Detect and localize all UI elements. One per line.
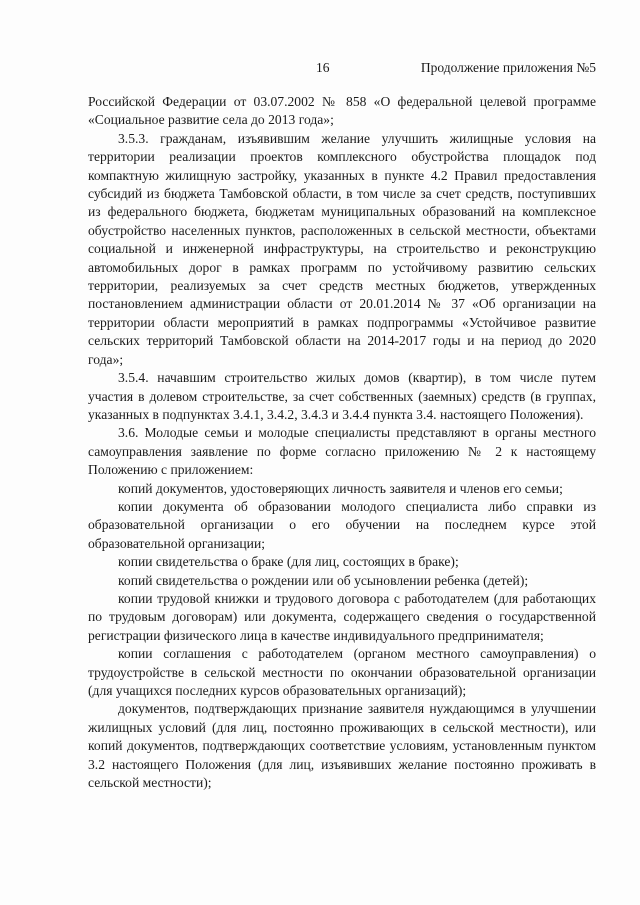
paragraph-3-5-3: 3.5.3. гражданам, изъявившим желание улучшить жилищные условия на территории реализации проектов комплексного обустройства площадок под компактную жилищную застройку, указанных в пункте 4.2 Правил предоставления субсидий из бюджета Тамбовской области, в том числе за счет средств, поступивших из федерального бюджета, бюджетам муниципальных образований на комплексное обустройство населенных пунктов, расположенных в сельской местности, объектами социальной и инженерной инфраструктуры, на строительство и реконструкцию автомобильных дорог в рамках программ по устойчивому развитию сельских территории, реализуемых за счет средств местных бюджетов, утвержденных постановлением администрации области от 20.01.2014 № 37 «Об организации на территории области мероприятий в рамках подпрограммы «Устойчивое развитие сельских территорий Тамбовской области на 2014-2017 годы и на период до 2020 года»;	[88, 130, 596, 367]
page-number: 16	[316, 60, 330, 75]
list-item-employer-agreement: копии соглашения с работодателем (органом местного самоуправления) о трудоустройстве в сельской местности по окончании образовательной организации (для учащихся последних курсов образовательных организаций);	[88, 646, 596, 698]
list-item-marriage-certificate: копии свидетельства о браке (для лиц, состоящих в браке);	[118, 554, 459, 570]
paragraph-3-5-4: 3.5.4. начавшим строительство жилых домов (квартир), в том числе путем участия в долевом строительстве, за счет собственных (заемных) средств (в группах, указанных в подпунктах 3.4.1, 3.4.2, 3.4.3 и 3.4.4 пункта 3.4. настоящего Положения).	[88, 370, 596, 422]
list-item-birth-certificate: копий свидетельства о рождении или об усыновлении ребенка (детей);	[118, 572, 529, 588]
paragraph-intro-continuation: Российской Федерации от 03.07.2002 № 858 «О федеральной целевой программе «Социальное развитие села до 2013 года»;	[88, 94, 596, 128]
list-item-employment-documents: копии трудовой книжки и трудового договора с работодателем (для работающих по трудовым договорам) или документа, содержащего сведения о государственной регистрации физического лица в качестве индивидуального предпринимателя;	[88, 590, 596, 643]
list-item-housing-need-documents: документов, подтверждающих признание заявителя нуждающимся в улучшении жилищных условий (для лиц, постоянно проживающих в сельской местности), или копий документов, подтверждающих соответствие условиям, установленным пунктом 3.2 настоящего Положения (для лиц, изъявивших желание постоянно проживать в сельской местности);	[88, 701, 596, 791]
list-item-education-document: копии документа об образовании молодого специалиста либо справки из образовательной организации о его обучении на последнем курсе этой образовательной организации;	[88, 498, 596, 551]
page-header	[0, 60, 640, 80]
document-body	[88, 93, 596, 792]
paragraph-3-6: 3.6. Молодые семьи и молодые специалисты представляют в органы местного самоуправления заявление по форме согласно приложению № 2 к настоящему Положению с приложением:	[88, 425, 596, 478]
list-item-identity-documents: копий документов, удостоверяющих личность заявителя и членов его семьи;	[118, 480, 563, 496]
continuation-note: Продолжение приложения №5	[420, 60, 596, 75]
